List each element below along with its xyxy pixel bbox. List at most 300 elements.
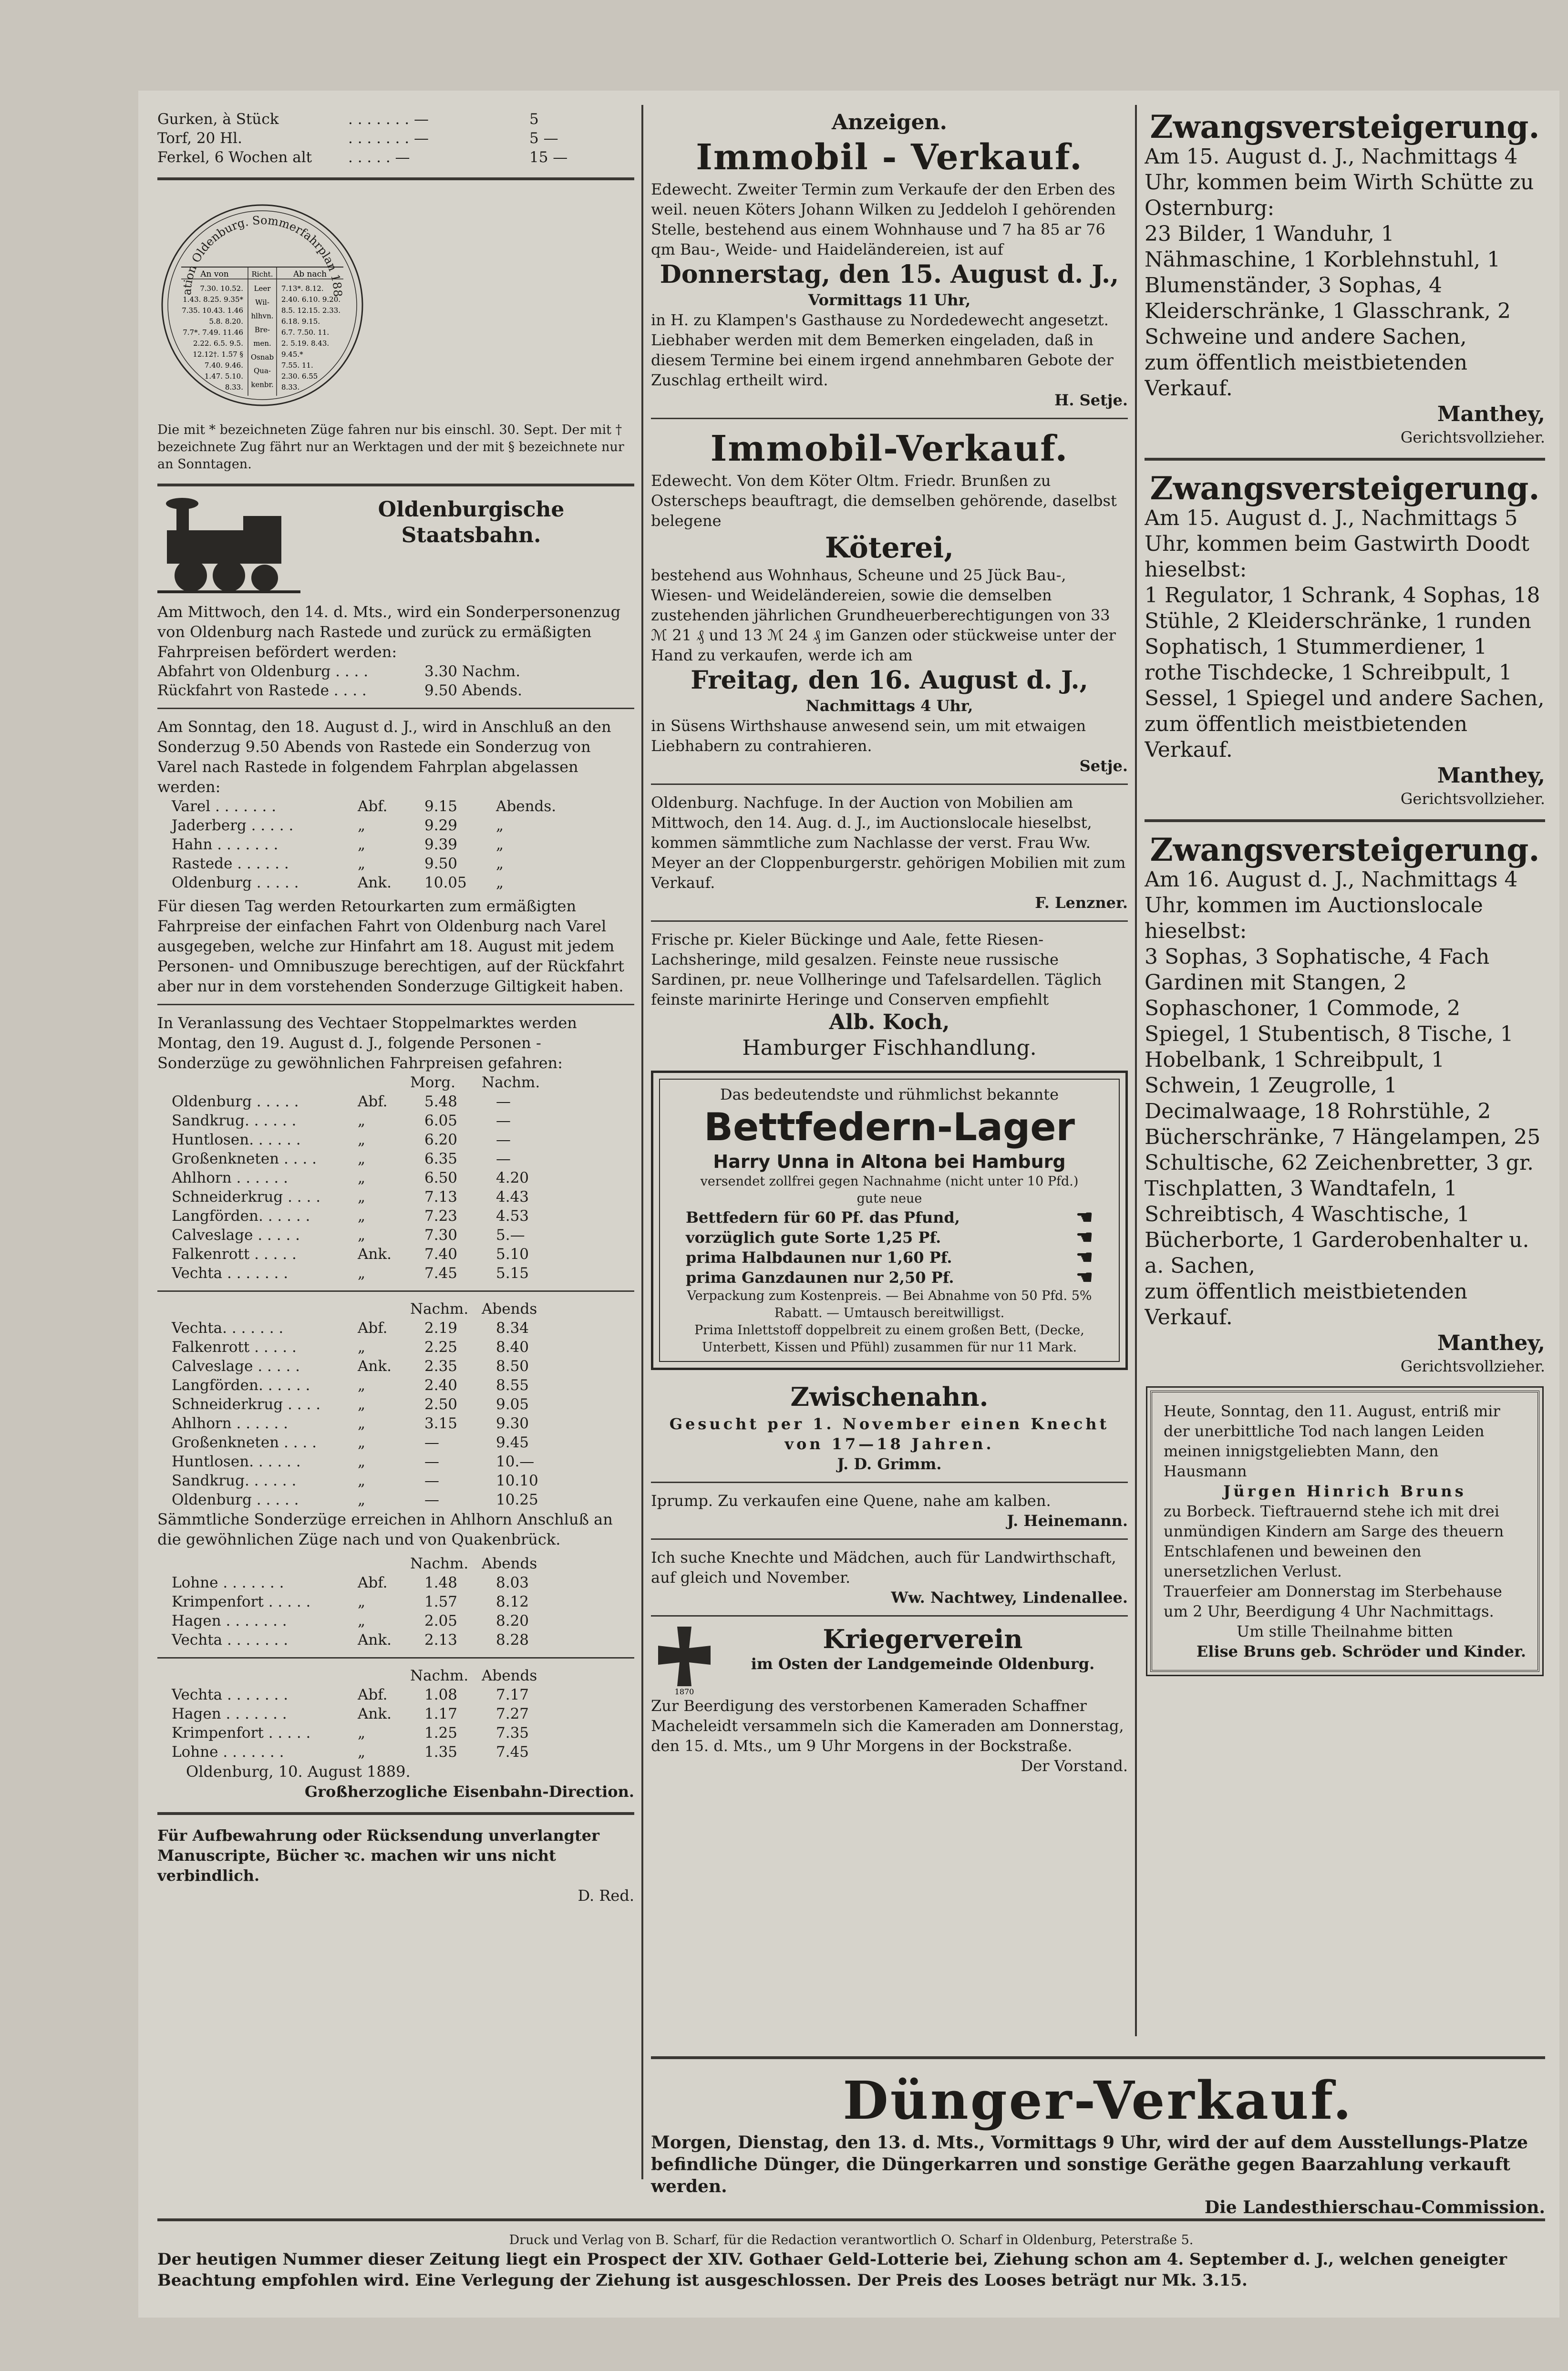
dung-title: Dünger-Verkauf. <box>843 2070 1353 2131</box>
time-1: 3.15 <box>424 1415 458 1432</box>
time-2: 9.45 <box>496 1434 529 1451</box>
stamp-head-right: Ab nach <box>293 269 327 279</box>
dung-sign: Die Landesthierschau-Commission. <box>1204 2197 1545 2217</box>
pointing-hand-icon: ☚ <box>1076 1266 1093 1289</box>
time-1: 2.19 <box>424 1320 458 1337</box>
departure-mark: „ <box>358 1743 366 1761</box>
pointing-hand-icon: ☚ <box>1076 1246 1093 1268</box>
stamp-entry: 2.22. 6.5. 9.5. <box>193 339 243 348</box>
time-1: — <box>424 1434 439 1451</box>
timetable-header <box>157 1666 634 1685</box>
time-1: 2.05 <box>424 1612 458 1629</box>
death-ask: Um stille Theilnahme bitten <box>1237 1622 1453 1640</box>
time-2: 10.25 <box>496 1491 538 1508</box>
station-name: Huntlosen. . . . . . <box>172 1131 301 1148</box>
departure-mark: „ <box>358 1396 366 1413</box>
bett-price-list <box>667 1207 1112 1288</box>
column-rule-1 <box>641 105 643 2179</box>
station-name: Vechta . . . . . . . <box>172 1631 289 1649</box>
nachtwey-sign: Ww. Nachtwey, Lindenallee. <box>891 1588 1128 1607</box>
price-dots: . . . . . — <box>348 149 410 166</box>
abfahrt-row <box>157 662 634 681</box>
divider <box>651 920 1128 922</box>
price-item: Torf, 20 Hl. <box>157 130 242 147</box>
header-spacer <box>157 1554 410 1573</box>
zw3-text: Am 16. August d. J., Nachmittags 4 Uhr, kommen im Auctionslocale hieselbst: <box>1145 867 1518 943</box>
time-1: 9.15 <box>424 798 458 815</box>
time-2: 8.50 <box>496 1358 529 1375</box>
departure-mark: „ <box>358 1112 366 1129</box>
redaktion-sign: D. Red. <box>578 1886 634 1905</box>
time-1: 6.05 <box>424 1112 458 1129</box>
time-1: 1.25 <box>424 1724 458 1742</box>
timetable-row <box>157 1338 634 1357</box>
time-1: 2.25 <box>424 1339 458 1356</box>
bett-top: Das bedeutendste und rühmlichst bekannte <box>720 1085 1059 1103</box>
newspaper-page <box>138 91 1559 2318</box>
station-name: Sandkrug. . . . . . <box>172 1112 297 1129</box>
rueckfahrt-time: 9.50 Abends. <box>424 682 523 699</box>
stamp-entry: 7.30. 10.52. <box>200 284 243 293</box>
divider <box>651 1615 1128 1617</box>
bahn-title: Oldenburgische Staatsbahn. <box>378 497 565 547</box>
time-2: 4.53 <box>496 1207 529 1225</box>
divider <box>651 1538 1128 1540</box>
timetable-row <box>157 1704 634 1723</box>
departure-mark: „ <box>358 1472 366 1489</box>
bettfedern-ad <box>651 1071 1128 1370</box>
timetable-row <box>157 1226 634 1245</box>
time-1: — <box>424 1472 439 1489</box>
immo1-title: Immobil - Verkauf. <box>696 137 1083 178</box>
time-2: 8.20 <box>496 1612 529 1629</box>
bett-inlett: Prima Inlettstoff doppelbreit zu einem großen Bett, (Decke, Unterbett, Kissen und Pfühl) zusammen für nur 11 Mark. <box>694 1323 1084 1355</box>
divider <box>157 177 634 180</box>
locomotive-icon <box>157 497 300 602</box>
immo1-place: in H. zu Klampen's Gasthause zu Nordedewecht angesetzt. <box>651 311 1109 329</box>
price-dots: . . . . . . . — <box>348 111 429 128</box>
time-1: 7.13 <box>424 1188 458 1206</box>
timetable-row <box>157 1206 634 1226</box>
time-1: 2.50 <box>424 1396 458 1413</box>
immo2-place: in Süsens Wirthshause anwesend sein, um mit etwaigen Liebhabern zu contrahieren. <box>651 717 1086 755</box>
stamp-head-mid: Richt. <box>251 270 273 278</box>
stamp-entry: 7.40. 9.46. <box>204 361 243 370</box>
station-name: Langförden. . . . . . <box>172 1377 310 1394</box>
time-2: 7.27 <box>496 1705 529 1722</box>
divider <box>651 1482 1128 1483</box>
stamp-entry: 12.12†. 1.57 § <box>193 350 243 359</box>
station-name: Langförden. . . . . . <box>172 1207 310 1225</box>
stamp-entry: 2.30. 6.55 <box>281 372 318 381</box>
timetable-row <box>157 1319 634 1338</box>
station-name: Hahn . . . . . . . <box>172 836 279 853</box>
bett-item <box>667 1247 1112 1268</box>
station-name: Krimpenfort . . . . . <box>172 1724 311 1742</box>
koch-firm: Hamburger Fischhandlung. <box>742 1036 1037 1060</box>
iprump-text: Iprump. Zu verkaufen eine Quene, nahe am kalben. <box>651 1492 1051 1510</box>
station-name: Großenkneten . . . . <box>172 1434 317 1451</box>
time-1: 6.50 <box>424 1169 458 1186</box>
cross-year: 1870 <box>674 1687 694 1696</box>
koch-text: Frische pr. Kieler Bückinge und Aale, fette Riesen-Lachsheringe, mild gesalzen. Feinste neue russische Sardinen, pr. neue Vollheringe und Tafelsardellen. Täglich feinste marinirte Heringe und Conserven empfiehlt <box>651 930 1102 1009</box>
nachfuge-sign: F. Lenzner. <box>1035 894 1128 912</box>
timetable-row <box>157 1264 634 1283</box>
immo2-title: Immobil-Verkauf. <box>710 428 1069 469</box>
time-2: „ <box>496 855 504 872</box>
time-2: 8.40 <box>496 1339 529 1356</box>
header-col-2: Abends <box>482 1300 537 1318</box>
time-1: 7.30 <box>424 1227 458 1244</box>
station-name: Ahlhorn . . . . . . <box>172 1415 288 1432</box>
time-1: 2.13 <box>424 1631 458 1649</box>
price-item: Ferkel, 6 Wochen alt <box>157 149 312 166</box>
time-2: 9.30 <box>496 1415 529 1432</box>
abfahrt-label: Abfahrt von Oldenburg . . . . <box>157 663 369 680</box>
station-name: Falkenrott . . . . . <box>172 1246 297 1263</box>
rueckfahrt-row <box>157 681 634 700</box>
time-2: 5.10 <box>496 1246 529 1263</box>
station-name: Lohne . . . . . . . <box>172 1743 284 1761</box>
immo1-sign: H. Setje. <box>1054 391 1128 409</box>
bett-item <box>667 1207 1112 1227</box>
bett-item-text: prima Ganzdaunen nur 2,50 Pf. <box>686 1268 954 1287</box>
bahn-intro: Am Mittwoch, den 14. d. Mts., wird ein Sonderpersonenzug von Oldenburg nach Rastede und zurück zu ermäßigten Fahrpreisen befördert werden: <box>157 603 621 661</box>
divider <box>157 2218 1545 2221</box>
time-1: 1.35 <box>424 1743 458 1761</box>
station-name: Falkenrott . . . . . <box>172 1339 297 1356</box>
divider <box>157 484 634 486</box>
station-name: Vechta . . . . . . . <box>172 1686 289 1703</box>
price-item: Gurken, à Stück <box>157 111 279 128</box>
column-rule-2 <box>1135 105 1137 2036</box>
grimm-text: Gesucht per 1. November einen Knecht von 17—18 Jahren. <box>669 1415 1110 1453</box>
timetable-row <box>157 1452 634 1471</box>
time-1: 9.29 <box>424 817 458 834</box>
timetable-row <box>157 1685 634 1704</box>
timetable-row <box>157 835 634 854</box>
rueckfahrt-label: Rückfahrt von Rastede . . . . <box>157 682 367 699</box>
page-footer <box>157 2208 1545 2291</box>
timetable-row <box>157 1611 634 1630</box>
time-2: 10.10 <box>496 1472 538 1489</box>
zw2-role: Gerichtsvollzieher. <box>1400 790 1545 808</box>
zw1-title: Zwangsversteigerung. <box>1150 110 1540 145</box>
death-sign: Elise Bruns geb. Schröder und Kinder. <box>1196 1642 1526 1660</box>
stamp-direction-labels <box>251 284 274 389</box>
zw1-sign: Manthey, <box>1437 402 1545 426</box>
timetable-row <box>157 1187 634 1206</box>
header-spacer <box>157 1299 410 1319</box>
time-2: 7.35 <box>496 1724 529 1742</box>
stamp-entry: 7.13*. 8.12. <box>281 284 324 293</box>
time-2: „ <box>496 817 504 834</box>
death-name: Jürgen Hinrich Bruns <box>1223 1482 1466 1500</box>
time-1: 7.45 <box>424 1265 458 1282</box>
station-name: Sandkrug. . . . . . <box>172 1472 297 1489</box>
stamp-entry: 2. 5.19. 8.43. <box>281 339 330 348</box>
divider <box>1145 458 1545 461</box>
timetable-row <box>157 1168 634 1187</box>
station-name: Oldenburg . . . . . <box>172 1093 299 1110</box>
stamp-entry: 5.8. 8.20. <box>209 317 243 326</box>
column-3 <box>1145 110 1545 1686</box>
duenger-ad <box>651 2046 1545 2217</box>
zw3-items: 3 Sophas, 3 Sophatische, 4 Fach Gardinen mit Stangen, 2 Sophaschoner, 1 Commode, 2 Spiegel, 1 Stubentisch, 8 Tische, 1 Hobelbank, 1 Schreibpult, 1 Schwein, 1 Zeugrolle, 1 Decimalwaage, 18 Rohrstühle, 2 Bücherschränke, 7 Hängelampen, 25 Schultische, 62 Zeichenbretter, 3 gr. Tischplatten, 3 Wandtafeln, 1 Schreibtisch, 4 Waschtische, 1 Bücherborte, 1 Garderobenhalter u. a. Sachen, <box>1145 945 1541 1278</box>
timetable-2 <box>157 1299 634 1509</box>
stamp-entry: 7.55. 11. <box>281 361 313 370</box>
stamp-entry: Bre- <box>254 325 270 334</box>
timetable-row <box>157 854 634 873</box>
stamp-entry: men. <box>253 339 271 348</box>
time-2: 4.43 <box>496 1188 529 1206</box>
timetable-row <box>157 1245 634 1264</box>
stamp-entry: 6.18. 9.15. <box>281 317 320 326</box>
bett-title: Bettfedern-Lager <box>704 1105 1075 1149</box>
divider <box>651 783 1128 785</box>
header-col-2: Abends <box>482 1555 537 1572</box>
zw2-end: zum öffentlich meistbietenden Verkauf. <box>1145 712 1468 762</box>
divider <box>651 418 1128 419</box>
timetable-row <box>157 797 634 816</box>
time-2: 7.45 <box>496 1743 529 1761</box>
station-timetable-stamp <box>157 200 367 410</box>
departure-mark: Abf. <box>358 1093 388 1110</box>
timetable-header <box>157 1554 634 1573</box>
time-1: 6.20 <box>424 1131 458 1148</box>
retour-text: Für diesen Tag werden Retourkarten zum ermäßigten Fahrpreise der einfachen Fahrt von Oldenburg nach Varel ausgegeben, welche zur Hinfahrt am 18. August mit jedem Personen- und Omnibuszuge berechtigen, auf der Rückfahrt aber nur in dem vorstehenden Sonderzuge Giltigkeit haben. <box>157 897 624 995</box>
timetable-row <box>157 1092 634 1111</box>
divider <box>157 1290 634 1292</box>
time-2: — <box>496 1150 511 1167</box>
timetable-row <box>157 1592 634 1611</box>
immo2-time: Nachmittags 4 Uhr, <box>805 697 973 715</box>
zw2-title: Zwangsversteigerung. <box>1150 470 1540 507</box>
header-col-1: Nachm. <box>410 1667 469 1684</box>
zw1-role: Gerichtsvollzieher. <box>1400 428 1545 446</box>
header-col-1: Nachm. <box>410 1300 469 1318</box>
time-1: 2.40 <box>424 1377 458 1394</box>
departure-mark: Abf. <box>358 798 388 815</box>
zwischenahn-heading: Zwischenahn. <box>790 1381 989 1412</box>
iprump-sign: J. Heinemann. <box>1007 1512 1128 1530</box>
death-notice <box>1150 1391 1539 1672</box>
zw1-text: Am 15. August d. J., Nachmittags 4 Uhr, kommen beim Wirth Schütte zu Osternburg: <box>1145 144 1534 220</box>
immo1-note: Liebhaber werden mit dem Bemerken eingeladen, daß in diesem Termine bei einem irgend annehmbaren Gebote der Zuschlag ertheilt wird. <box>651 331 1114 389</box>
bett-item <box>667 1227 1112 1247</box>
anzeigen-heading: Anzeigen. <box>832 110 947 134</box>
time-2: 5.— <box>496 1227 525 1244</box>
departure-mark: Abf. <box>358 1686 388 1703</box>
time-1: 7.40 <box>424 1246 458 1263</box>
timetable-3 <box>157 1554 634 1649</box>
column-1 <box>157 110 634 1906</box>
immo2-date: Freitag, den 16. August d. J., <box>691 666 1088 695</box>
zw3-role: Gerichtsvollzieher. <box>1400 1357 1545 1375</box>
zw2-items: 1 Regulator, 1 Schrank, 4 Sophas, 18 Stühle, 2 Kleiderschränke, 1 runden Sophatisch, 1 Stummerdiener, 1 rothe Tischdecke, 1 Schreibpult, 1 Sessel, 1 Spiegel und andere Sachen, <box>1145 583 1545 711</box>
varel-table <box>157 797 634 892</box>
immo2-sign: Setje. <box>1079 757 1128 775</box>
stamp-entry: kenbr. <box>251 380 274 389</box>
iron-cross-icon <box>651 1624 718 1696</box>
station-name: Schneiderkrug . . . . <box>172 1396 321 1413</box>
stamp-entry: Leer <box>254 284 271 293</box>
stamp-head-left: An von <box>200 269 229 279</box>
koch-name: Alb. Koch, <box>829 1010 950 1034</box>
price-value: 5 <box>529 111 539 128</box>
zw3-end: zum öffentlich meistbietenden Verkauf. <box>1145 1279 1468 1330</box>
immo1-text: Edewecht. Zweiter Termin zum Verkaufe der den Erben des weil. neuen Köters Johann Wilken zu Jeddeloh I gehörenden Stelle, bestehend aus einem Wohnhause und 7 ha 85 ar 76 qm Bau-, Weide- und Haideländereien, ist auf <box>651 180 1116 258</box>
time-2: 8.03 <box>496 1574 529 1591</box>
divider <box>157 1657 634 1659</box>
departure-mark: „ <box>358 1415 366 1432</box>
bett-gute: gute neue <box>856 1191 922 1206</box>
nachtwey-text: Ich suche Knechte und Mädchen, auch für Landwirthschaft, auf gleich und November. <box>651 1548 1116 1587</box>
bahn-header <box>157 497 634 602</box>
krieger-text: Zur Beerdigung des verstorbenen Kameraden Schaffner Macheleidt versammeln sich die Kameraden am Donnerstag, den 15. d. Mts., um 9 Uhr Morgens in der Bockstraße. <box>651 1697 1124 1755</box>
station-name: Calveslage . . . . . <box>172 1358 300 1375</box>
zw3-title: Zwangsversteigerung. <box>1150 831 1540 868</box>
timetable-row <box>157 1630 634 1649</box>
time-1: 7.23 <box>424 1207 458 1225</box>
price-row <box>157 110 634 129</box>
station-name: Lohne . . . . . . . <box>172 1574 284 1591</box>
price-list <box>157 110 634 167</box>
column-2 <box>651 110 1128 1776</box>
time-1: 2.35 <box>424 1358 458 1375</box>
vechta-text: In Veranlassung des Vechtaer Stoppelmarktes werden Montag, den 19. August d. J., folgende Personen - Sonderzüge zu gewöhnlichen Fahrpreisen gefahren: <box>157 1014 577 1072</box>
timetable-row <box>157 1130 634 1149</box>
divider <box>157 1812 634 1815</box>
immo2-text: Edewecht. Von dem Köter Oltm. Friedr. Brunßen zu Osterscheps beauftragt, die demselben gehörende, daselbst belegene <box>651 472 1117 530</box>
header-col-2: Abends <box>482 1667 537 1684</box>
zw3-sign: Manthey, <box>1437 1331 1545 1355</box>
station-name: Hagen . . . . . . . <box>172 1612 287 1629</box>
stamp-entry: Wil- <box>255 298 269 307</box>
bett-item-text: vorzüglich gute Sorte 1,25 Pf. <box>686 1228 941 1247</box>
timetable-row <box>157 1742 634 1762</box>
departure-mark: „ <box>358 855 366 872</box>
time-2: 4.20 <box>496 1169 529 1186</box>
bett-item <box>667 1268 1112 1288</box>
station-name: Hagen . . . . . . . <box>172 1705 287 1722</box>
stamp-note: Die mit * bezeichneten Züge fahren nur bis einschl. 30. Sept. Der mit † bezeichnete Zug fährt nur an Werktagen und der mit § bezeichnete nur an Sonntagen. <box>157 423 624 472</box>
departure-mark: „ <box>358 1434 366 1451</box>
zw2-text: Am 15. August d. J., Nachmittags 5 Uhr, kommen beim Gastwirth Doodt hieselbst: <box>1145 506 1530 582</box>
time-1: 5.48 <box>424 1093 458 1110</box>
time-2: 8.34 <box>496 1320 529 1337</box>
time-2: 10.— <box>496 1453 535 1470</box>
station-name: Ahlhorn . . . . . . <box>172 1169 288 1186</box>
death-text2: zu Borbeck. Tieftrauernd stehe ich mit drei unmündigen Kindern am Sarge des theuern Entschlafenen und beweinen den unersetzlichen Verlust. <box>1164 1502 1504 1580</box>
bett-item-text: prima Halbdaunen nur 1,60 Pf. <box>686 1248 952 1267</box>
departure-mark: „ <box>358 836 366 853</box>
departure-mark: „ <box>358 1593 366 1610</box>
departure-mark: „ <box>358 1169 366 1186</box>
departure-mark: „ <box>358 1453 366 1470</box>
time-1: 9.50 <box>424 855 458 872</box>
bahn-date: Oldenburg, 10. August 1889. <box>186 1763 411 1781</box>
divider <box>157 1004 634 1005</box>
time-1: 1.08 <box>424 1686 458 1703</box>
time-2: 7.17 <box>496 1686 529 1703</box>
time-2: „ <box>496 874 504 891</box>
station-name: Großenkneten . . . . <box>172 1150 317 1167</box>
departure-mark: „ <box>358 1339 366 1356</box>
departure-mark: „ <box>358 1131 366 1148</box>
station-name: Schneiderkrug . . . . <box>172 1188 321 1206</box>
divider <box>1145 819 1545 822</box>
time-2: 5.15 <box>496 1265 529 1282</box>
krieger-sign: Der Vorstand. <box>1021 1757 1128 1775</box>
stamp-entry: 6.7. 7.50. 11. <box>281 328 330 337</box>
zw2-sign: Manthey, <box>1437 763 1545 788</box>
lottery-notice: Der heutigen Nummer dieser Zeitung liegt ein Prospect der XIV. Gothaer Geld-Lotterie bei, Ziehung schon am 4. September d. J., welchen geneigter Beachtung empfohlen wird. Eine Verlegung der Ziehung ist ausgeschlossen. Der Preis des Looses beträgt nur Mk. 3.15. <box>157 2250 1507 2290</box>
time-1: 1.17 <box>424 1705 458 1722</box>
bett-item-text: Bettfedern für 60 Pf. das Pfund, <box>686 1208 960 1227</box>
stamp-entry: 8.33. <box>225 383 243 392</box>
time-1: 1.57 <box>424 1593 458 1610</box>
departure-mark: Ank. <box>358 1705 392 1722</box>
timetable-row <box>157 1111 634 1130</box>
imprint: Druck und Verlag von B. Scharf, für die Redaction verantwortlich O. Scharf in Oldenburg, Peterstraße 5. <box>509 2233 1194 2247</box>
time-2: 8.55 <box>496 1377 529 1394</box>
krieger-sub: im Osten der Landgemeinde Oldenburg. <box>751 1655 1095 1673</box>
departure-mark: „ <box>358 1265 366 1282</box>
departure-mark: „ <box>358 1377 366 1394</box>
price-row <box>157 129 634 148</box>
time-2: „ <box>496 836 504 853</box>
time-1: 10.05 <box>424 874 467 891</box>
redaktion-text: Für Aufbewahrung oder Rücksendung unverlangter Manuscripte, Bücher ꝛc. machen wir uns nicht verbindlich. <box>157 1826 599 1885</box>
timetable-header <box>157 1299 634 1319</box>
departure-mark: „ <box>358 1207 366 1225</box>
station-name: Jaderberg . . . . . <box>172 817 294 834</box>
time-2: 8.28 <box>496 1631 529 1649</box>
timetable-row <box>157 1723 634 1742</box>
departure-mark: Ank. <box>358 874 392 891</box>
timetable-header <box>157 1073 634 1092</box>
bett-ship: versendet zollfrei gegen Nachnahme (nicht unter 10 Pfd.) <box>700 1174 1079 1189</box>
stamp-entry: 1.47. 5.10. <box>204 372 243 381</box>
immo1-time: Vormittags 11 Uhr, <box>808 291 971 309</box>
time-2: 9.05 <box>496 1396 529 1413</box>
departure-mark: Abf. <box>358 1574 388 1591</box>
departure-mark: „ <box>358 1188 366 1206</box>
stamp-entry: Osnab <box>250 352 274 361</box>
timetable-row <box>157 1573 634 1592</box>
price-value: 5 — <box>529 130 558 147</box>
timetable-row <box>157 816 634 835</box>
sonntag-text: Am Sonntag, den 18. August d. J., wird in Anschluß an den Sonderzug 9.50 Abends von Rastede ein Sonderzug von Varel nach Rastede in folgendem Fahrplan abgelassen werden: <box>157 718 611 796</box>
header-col-2: Nachm. <box>482 1074 540 1091</box>
station-name: Oldenburg . . . . . <box>172 1491 299 1508</box>
grimm-sign: J. D. Grimm. <box>837 1455 942 1473</box>
svg-text:Station Oldenburg. Sommerfahrp <box>157 200 344 297</box>
krieger-title: Kriegerverein <box>823 1624 1023 1654</box>
timetable-row <box>157 1376 634 1395</box>
time-1: — <box>424 1491 439 1508</box>
stamp-entry: hlhvn. <box>251 311 274 320</box>
stamp-entry: 1.43. 8.25. 9.35* <box>183 295 243 304</box>
timetable-1 <box>157 1073 634 1283</box>
kriegerverein-ad <box>651 1624 1128 1696</box>
station-name: Krimpenfort . . . . . <box>172 1593 311 1610</box>
station-name: Huntlosen. . . . . . <box>172 1453 301 1470</box>
timetable-row <box>157 1357 634 1376</box>
time-1: 6.35 <box>424 1150 458 1167</box>
zw1-items: 23 Bilder, 1 Wanduhr, 1 Nähmaschine, 1 Korblehnstuhl, 1 Blumenständer, 3 Sophas, 4 Kleiderschränke, 1 Glasschrank, 2 Schweine und andere Sachen, <box>1145 222 1511 349</box>
